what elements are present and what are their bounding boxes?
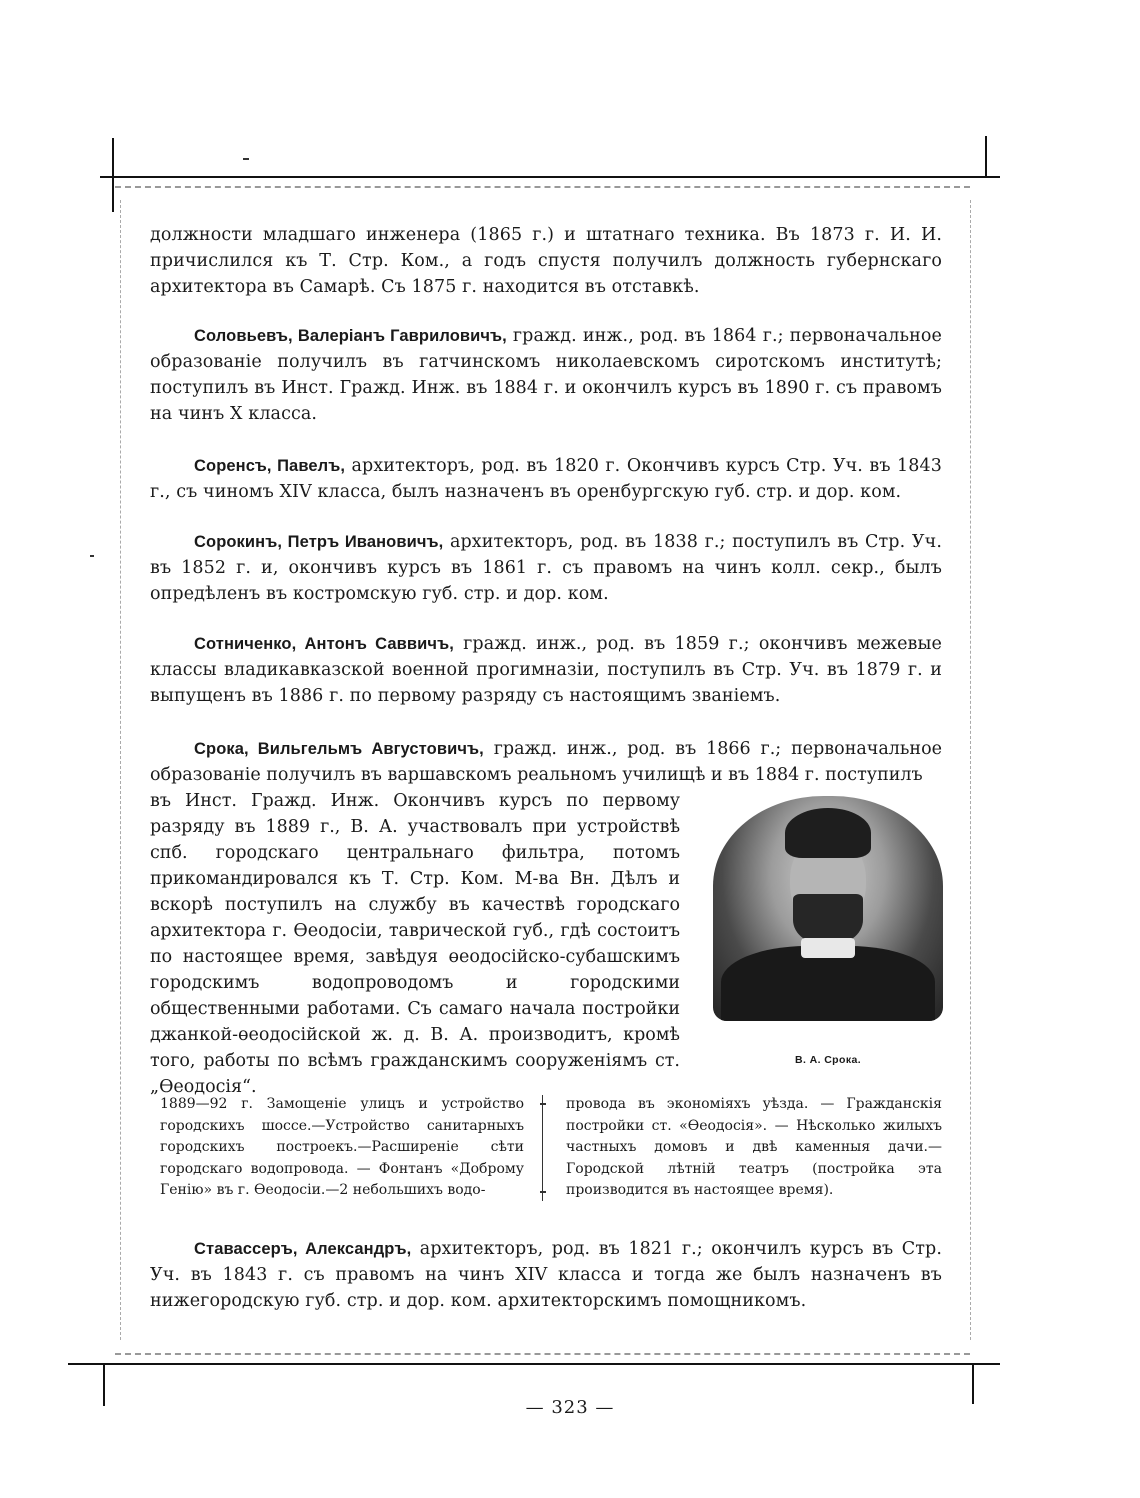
works-left-column: 1889—92 г. Замощеніе улицъ и устройство городскихъ шоссе.—Устройство санитарныхъ городскихъ построекъ.—Расширеніе сѣти городскаго водопровода. — Фонтанъ «Доброму Генію» въ г. Өеодосіи.—2 небольшихъ водо- bbox=[160, 1096, 524, 1199]
entry-solovyev bbox=[150, 323, 942, 427]
entry-name: Соренсъ, Павелъ, bbox=[194, 457, 346, 475]
entry-sotnichenko bbox=[150, 631, 942, 709]
entry-name: Сотниченко, Антонъ Саввичъ, bbox=[194, 635, 454, 653]
entry-name: Ставассеръ, Александръ, bbox=[194, 1240, 412, 1258]
bottom-dashed-border bbox=[115, 1353, 970, 1355]
photo-caption: В. А. Срока. bbox=[794, 1054, 862, 1066]
portrait-hair bbox=[785, 808, 871, 858]
entry-text: архитекторъ, род. въ 1838 г.; поступилъ въ Стр. Уч. въ 1852 г. и, окончивъ курсъ въ 1861 г. съ правомъ на чинъ колл. секр., былъ опредѣленъ въ костромскую губ. стр. и дор. ком. bbox=[150, 532, 942, 604]
right-dashed-border bbox=[970, 200, 971, 1340]
entry-sorokin bbox=[150, 529, 942, 607]
left-top-tick bbox=[112, 138, 114, 212]
entry-sorens bbox=[150, 453, 942, 505]
right-top-tick bbox=[985, 136, 987, 176]
bottom-rule bbox=[68, 1363, 1000, 1365]
entry-text: гражд. инж., род. въ 1859 г.; окончивъ межевые классы владикавказской военной прогимназіи, поступилъ въ Стр. Уч. въ 1879 г. и выпущенъ въ 1886 г. по первому разряду съ настоящимъ званіемъ. bbox=[150, 634, 942, 706]
print-speck bbox=[90, 555, 94, 557]
entry-sroka-body: въ Инст. Гражд. Инж. Окончивъ курсъ по первому разряду въ 1889 г., В. А. участвовалъ при устройствѣ спб. городскаго центральнаго фильтра, потомъ прикомандировался къ Т. Стр. Ком. М-ва Вн. Дѣлъ и вскорѣ поступилъ на службу въ качествѣ городскаго архитектора г. Өеодосіи, таврической губ., гдѣ состоитъ по настоящее время, завѣдуя өеодосійско-субашскимъ городскимъ водопроводомъ и городскими общественными работами. Съ самаго начала постройки джанкой-өеодосійской ж. д. В. А. производитъ, кромѣ того, работы по всѣмъ гражданскимъ сооруженіямъ ст. „Өеодосія“. bbox=[150, 791, 680, 1097]
left-dashed-border bbox=[120, 200, 121, 1340]
entry-name: Соловьевъ, Валерiанъ Гавриловичъ, bbox=[194, 327, 507, 345]
right-bottom-tick bbox=[972, 1364, 974, 1404]
top-rule bbox=[100, 176, 1000, 178]
left-bottom-tick bbox=[103, 1364, 105, 1406]
top-dashed-border bbox=[115, 186, 970, 188]
works-right-column: провода въ экономіяхъ уѣзда. — Гражданскія постройки ст. «Өеодосія». — Нѣсколько жилыхъ частныхъ домовъ и двѣ каменныя дачи.—Городской лѣтній театръ (постройка эта производится въ настоящее время). bbox=[566, 1096, 942, 1199]
entry-name: Срока, Вильгельмъ Августовичъ, bbox=[194, 740, 484, 758]
entry-stavasser bbox=[150, 1236, 942, 1314]
continuation-paragraph: должности младшаго инженера (1865 г.) и штатнаго техника. Въ 1873 г. И. И. причислился къ Т. Стр. Ком., а годъ спустя получилъ должность губернскаго архитектора въ Самарѣ. Съ 1875 г. находится въ отставкѣ. bbox=[150, 225, 942, 297]
entry-text: архитекторъ, род. въ 1821 г.; окончилъ курсъ въ Стр. Уч. въ 1843 г. съ правомъ на чинъ XIV класса и тогда же былъ назначенъ въ нижегородскую губ. стр. и дор. ком. архитекторскимъ помощникомъ. bbox=[150, 1239, 942, 1311]
column-separator bbox=[540, 1095, 546, 1201]
entry-text: гражд. инж., род. въ 1864 г.; первоначальное образованіе получилъ въ гатчинскомъ николаевскомъ сиротскомъ институтѣ; поступилъ въ Инст. Гражд. Инж. въ 1884 г. и окончилъ курсъ въ 1890 г. съ правомъ на чинъ X класса. bbox=[150, 326, 942, 424]
portrait-photo bbox=[713, 796, 943, 1021]
print-speck bbox=[243, 158, 249, 160]
entry-sroka-intro bbox=[150, 736, 942, 788]
page-number: — 323 — bbox=[525, 1397, 615, 1418]
entry-text: архитекторъ, род. въ 1820 г. Окончивъ курсъ Стр. Уч. въ 1843 г., съ чиномъ XIV класса, былъ назначенъ въ оренбургскую губ. стр. и дор. ком. bbox=[150, 456, 942, 502]
entry-name: Сорокинъ, Петръ Ивановичъ, bbox=[194, 533, 444, 551]
portrait-collar bbox=[801, 938, 855, 958]
entry-text: гражд. инж., род. въ 1866 г.; первоначальное образованіе получилъ въ варшавскомъ реальномъ училищѣ и въ 1884 г. поступилъ bbox=[150, 739, 942, 785]
